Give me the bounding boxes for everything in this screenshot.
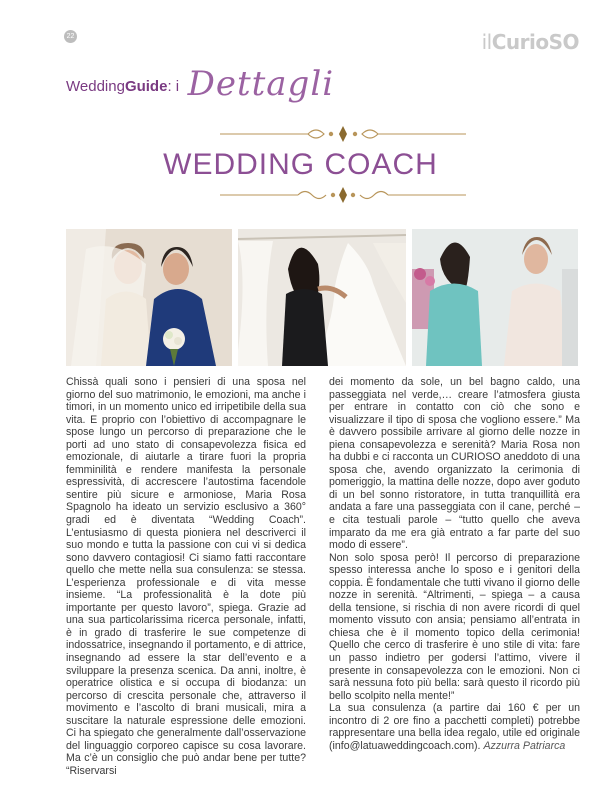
article-title: WEDDING COACH	[163, 148, 438, 181]
ornament-top-icon	[218, 125, 468, 143]
column-right-paragraph-3	[329, 702, 580, 752]
header-colon: : i	[167, 78, 180, 95]
page-number: 22	[64, 30, 77, 43]
column-left-text: Chissà quali sono i pensieri di una sposa nel giorno del suo matrimonio, le emozioni, ma anche i timori, in un momento unico ed irripetibile della sua vita. E proprio con l’obiettivo di accompagnare le spose lungo un percorso di preparazione che le porti ad uno stato di consapevolezza fisica ed emozionale, di aiutarle a tirare fuori la propria femminilità e rendere manifesta la personale espressività, di accrescere l’autostima facendole sentire più sicure e armoniose, Maria Rosa Spagnolo ha ideato un servizio esclusivo a 360° gradi ed è diventata “Wedding Coach”. L’entusiasmo di questa pioniera nel descriverci il suo mondo e tutta la passione con cui vi si dedica sono davvero contagiosi! Ci siamo fatti raccontare quello che mette nella sua consulenza: se stessa. L’esperienza professionale e di vita messe insieme. “La professionalità è la dote più importante per questo lavoro”, spiega. Grazie ad una sua particolarissima ricerca personale, infatti, è in grado di trasferire le sue competenze di indossatrice, insegnando il portamento, e di attrice, insegnando ad essere la star dell’evento e a sviluppare la presenza scenica. Da anni, inoltre, è operatrice olistica e si occupa di biodanza: un percorso di crescita personale che, attraverso il movimento e l’ascolto di brani musicali, mira a suscitare la naturale espressione delle emozioni. Ci ha spiegato che generalmente dall’osservazione del linguaggio corporeo capisce su cosa lavorare. Ma c’è un consiglio che può andar bene per tutte? “Riservarsi	[66, 376, 306, 777]
photo-bride-with-coach-image	[66, 229, 232, 366]
photo-two-women	[412, 229, 578, 366]
photo-bride-with-coach	[66, 229, 232, 366]
column-right-paragraph-2: Non solo sposa però! Il percorso di preparazione spesso interessa anche lo sposo e i genitori della coppia. È fondamentale che tutti vivano il giorno delle nozze in serenità. “Altrimenti, – spiega – a causa della tensione, si rischia di non avere ricordi di quel momento vissuto con ansia; pensiamo all’entrata in chiesa che è il momento topico della cerimonia! Quello che cerco di trasferire è uno stile di vita: fare un passo indietro per godersi l’attimo, vivere il presente in consapevolezza con le emozioni. Non ci sarà nessuna foto più bella: sarà questo il ricordo più bello scolpito nella mente!”	[329, 551, 580, 702]
header-guide: Guide	[124, 78, 168, 95]
logo-prefix: il	[481, 30, 492, 54]
section-header	[66, 60, 335, 104]
ornament-bottom-icon	[218, 186, 468, 204]
photo-two-women-image	[412, 229, 578, 366]
header-wedding: Wedding	[66, 78, 125, 95]
logo-name: CurioSO	[491, 30, 579, 54]
photo-wedding-dresses	[238, 229, 406, 366]
header-section-name: Dettagli	[187, 64, 335, 104]
magazine-logo	[482, 30, 579, 54]
author-name: Azzurra Patriarca	[483, 739, 566, 752]
column-right-paragraph-1: dei momento da sole, un bel bagno caldo, una passeggiata nel verde,… creare l’atmosfera giusta per entrare in contatto con ciò che sono e visualizzare il tipo di sposa che vogliono essere.” Ma è davvero possibile arrivare al giorno delle nozze in piena consapevolezza e serenità? Maria Rosa non ha dubbi e ci racconta un CURIOSO aneddoto di una sposa che, avendo organizzato la cerimonia di pomeriggio, la mattina delle nozze, dopo aver goduto di un bel sonno ristoratore, in tutta tranquillità era andata a fare una passeggiata con il cane, perché – e cita testuali parole – “tutto quello che aveva imparato da me era già entrato a far parte del suo modo di essere”.	[329, 376, 580, 552]
article-column-right	[329, 376, 580, 752]
photo-wedding-dresses-image	[238, 229, 406, 366]
article-column-left	[66, 376, 306, 778]
consulenza-text: La sua consulenza (a partire dai 160 € per un incontro di 2 ore fino a pacchetti completi) potrebbe rappresentare una bella idea regalo, utile ed originale (info@latuaweddingcoach.com).	[329, 702, 580, 752]
